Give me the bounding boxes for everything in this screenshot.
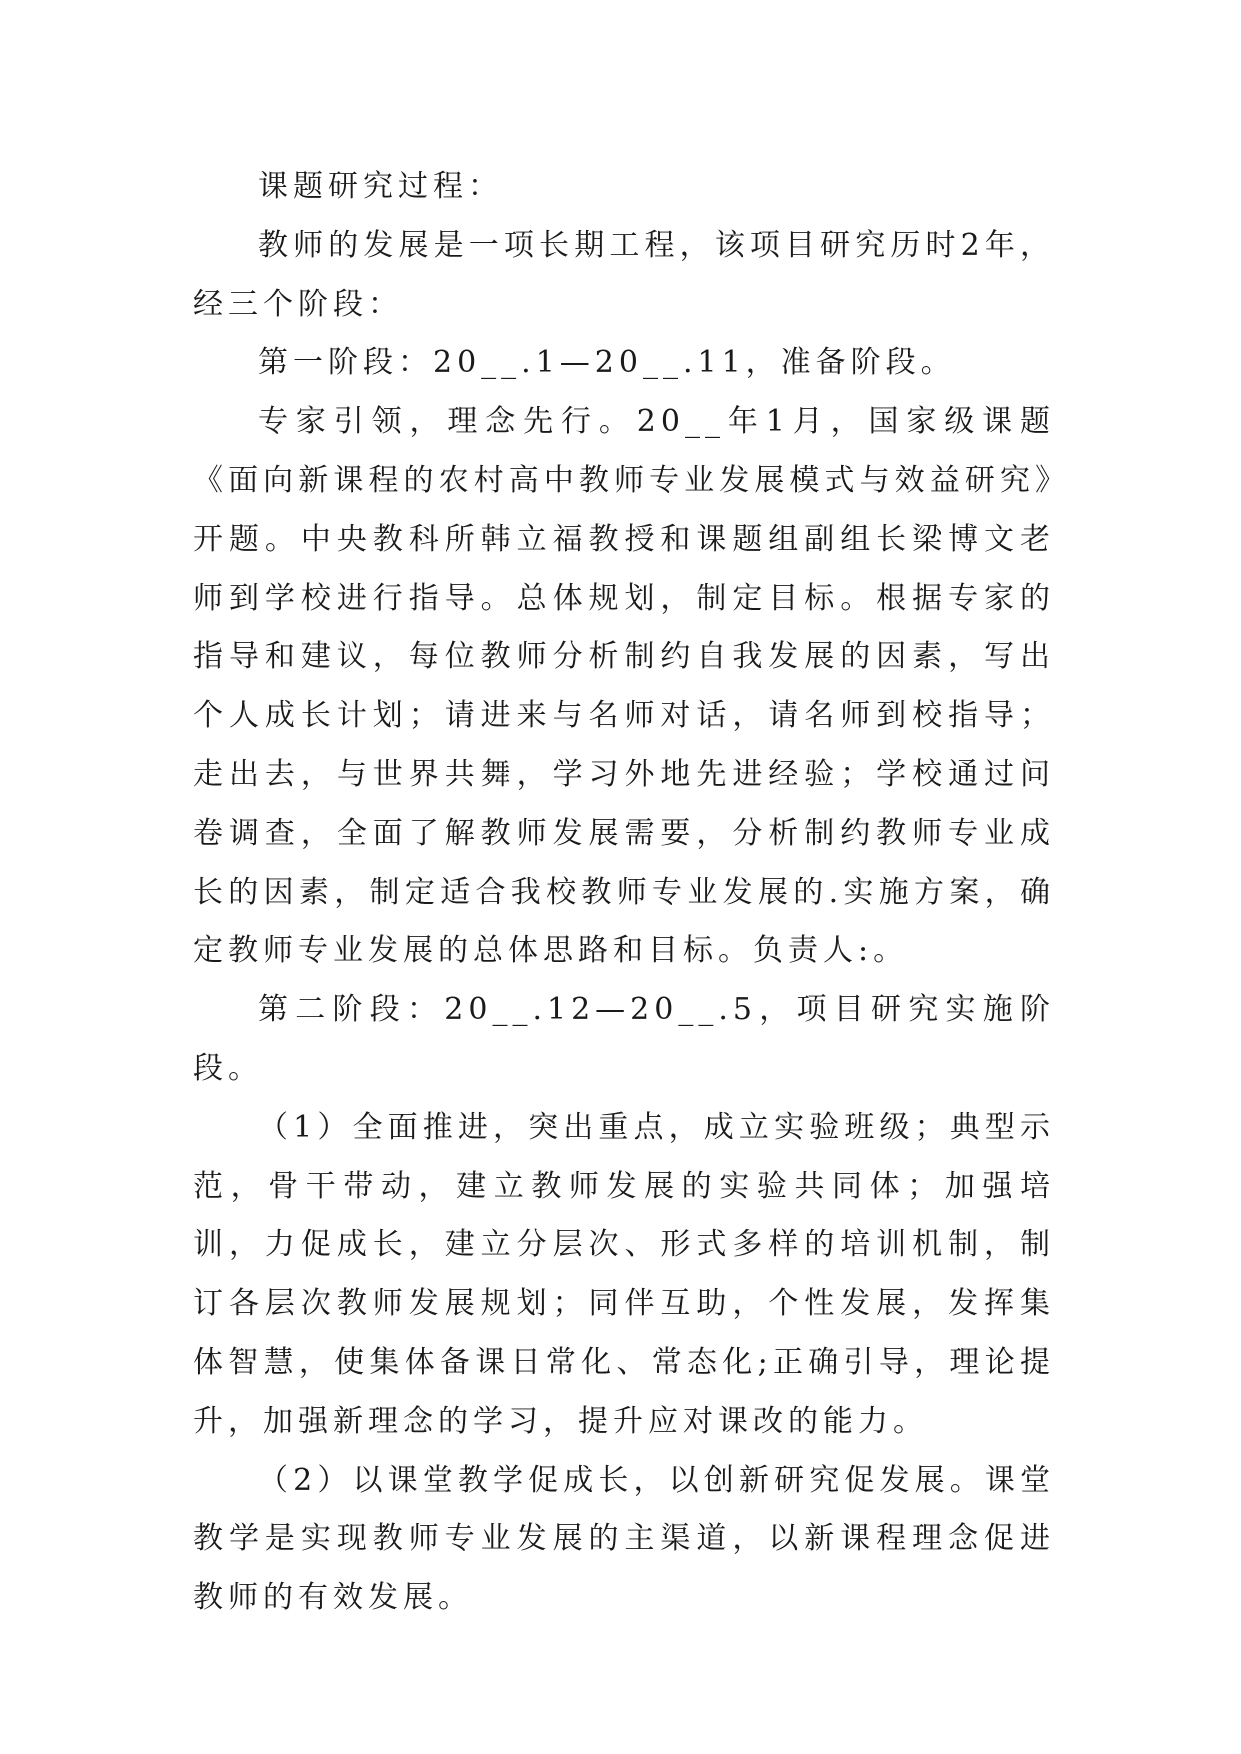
paragraph-item-2: （2）以课堂教学促成长，以创新研究促发展。课堂教学是实现教师专业发展的主渠道，以新课程理念促进教师的有效发展。 bbox=[193, 1462, 1055, 1616]
document-body bbox=[193, 158, 1055, 1628]
paragraph-item-1: （1）全面推进，突出重点，成立实验班级；典型示范，骨干带动，建立教师发展的实验共同体；加强培训，力促成长，建立分层次、形式多样的培训机制，制订各层次教师发展规划；同伴互助，个性发展，发挥集体智慧，使集体备课日常化、常态化;正确引导，理论提升，加强新理念的学习，提升应对课改的能力。 bbox=[193, 1109, 1055, 1439]
paragraph-stage-one: 第一阶段：20__.1—20__.11，准备阶段。 bbox=[258, 345, 956, 381]
paragraph-stage-two: 第二阶段：20__.12—20__.5，项目研究实施阶段。 bbox=[193, 992, 1055, 1086]
paragraph-stage-one-detail: 专家引领，理念先行。20__年1月，国家级课题《面向新课程的农村高中教师专业发展模式与效益研究》开题。中央教科所韩立福教授和课题组副组长梁博文老师到学校进行指导。总体规划，制定目标。根据专家的指导和建议，每位教师分析制约自我发展的因素，写出个人成长计划；请进来与名师对话，请名师到校指导；走出去，与世界共舞，学习外地先进经验；学校通过问卷调查，全面了解教师发展需要，分析制约教师专业成长的因素，制定适合我校教师专业发展的.实施方案，确定教师专业发展的总体思路和目标。负责人:。 bbox=[193, 404, 1055, 969]
section-heading: 课题研究过程： bbox=[258, 169, 503, 204]
paragraph-intro: 教师的发展是一项长期工程，该项目研究历时2年，经三个阶段： bbox=[193, 227, 1055, 322]
